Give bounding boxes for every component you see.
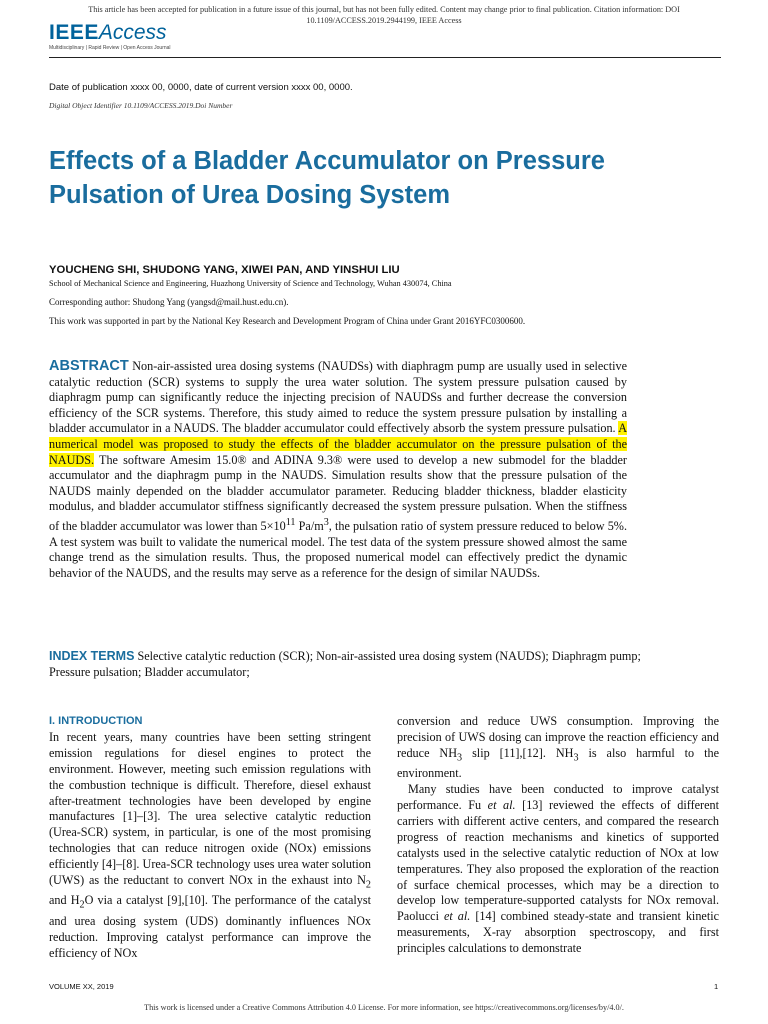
intro-r1-text-a: conversion and reduce UWS consumption. Improving the precision of UWS dosing can improve the reaction efficiency and reduce NH: [397, 714, 719, 760]
abstract-text-2: The software Amesim 15.0® and ADINA 9.3® were used to develop a new submodel for the bladder accumulator and the diaphragm pump in the NAUDS. Simulation results show that the pressure pulsation of the NAUDS mainly depended on the bladder accumulator parameter. Reducing bladder thickness, bladder elasticity modulus, and bladder accumulator stiffness significantly decreased the system pressure pulsation. When the stiffness of the bladder accumulator was lower than 5×10: [49, 452, 627, 533]
intro-r2-etal-1: et al.: [487, 797, 516, 812]
intro-r1-text-b: slip [11],[12]. NH: [462, 745, 574, 760]
intro-p1-text-a: In recent years, many countries have been setting stringent emission regulations for diesel engines to protect the environment. However, meeting such emission regulations with the combustion technique is difficult. Therefore, diesel exhaust after-treatment technologies have been developed by engine manufactures [1]–[3]. The urea selective catalytic reduction (Urea-SCR) system, in particular, is one of the most promising technologies that can reduce nitrogen oxide (NOx) emissions efficiently [4]–[8]. Urea-SCR technology uses urea water solution (UWS) as the reductant to convert NOx in the exhaust into N: [49, 729, 371, 888]
affiliation: School of Mechanical Science and Engineering, Huazhong University of Science and Technology, Wuhan 430074, China: [49, 279, 452, 288]
abstract-sup-exponent: 11: [285, 516, 296, 528]
intro-r2-text-a: Many studies have been conducted to improve catalyst performance. Fu: [397, 782, 719, 812]
abstract-text-1: Non-air-assisted urea dosing systems (NAUDSs) with diaphragm pump are usually used in selective catalytic reduction (SCR) systems to supply the urea water solution. The system pressure pulsation caused by diaphragm pump can significantly reduce the injecting precision of NAUDSs and further decrease the conversion efficiency of the SCR systems. Therefore, this study aimed to reduce the system pressure pulsation by installing a bladder accumulator in a NAUDS. The bladder accumulator could effectively absorb the system pressure pulsation.: [49, 359, 627, 436]
index-terms-heading: INDEX TERMS: [49, 649, 135, 663]
ieee-access-logo: [49, 22, 171, 51]
intro-paragraph-1-cont: [397, 714, 719, 782]
header-rule: [49, 57, 721, 58]
author-list: YOUCHENG SHI, SHUDONG YANG, XIWEI PAN, AND YINSHUI LIU: [49, 264, 400, 276]
logo-wordmark: [49, 22, 171, 44]
abstract-text-3: Pa/m: [295, 519, 324, 533]
abstract-highlighted-sentence: A numerical model was proposed to study the effects of the bladder accumulator on the pressure pulsation of the NAUDS.: [49, 421, 627, 467]
logo-ieee: IEEE: [49, 21, 99, 44]
funding-statement: This work was supported in part by the National Key Research and Development Program of China under Grant 2016YFC0300600.: [49, 316, 526, 326]
intro-p1-sub-2: 2: [79, 899, 85, 911]
left-column: [49, 714, 371, 961]
logo-access: Access: [98, 21, 167, 44]
notice-line-1: This article has been accepted for publication in a future issue of this journal, but has not been fully edited. Content may change prior to final publication. Citation information: DOI: [88, 5, 680, 14]
intro-paragraph-1: [49, 730, 371, 962]
index-terms: [49, 648, 649, 680]
intro-r2-text-c: [14] combined steady-state and transient kinetic measurements, X-ray absorption spectroscopy, and first principles calculations to demonstrate: [397, 909, 720, 956]
abstract-sup-unit: 3: [323, 516, 329, 528]
abstract-text-4: , the pulsation ratio of system pressure reduced to below 5%. A test system was built to validate the numerical model. The test data of the system pressure showed almost the same change trend as the simulation results. Thus, the proposed numerical model can effectively predict the dynamic behavior of the NAUDS, and the results may serve as a reference for the design of similar NAUDSs.: [49, 519, 628, 580]
index-terms-text: Selective catalytic reduction (SCR); Non-air-assisted urea dosing system (NAUDS); Diaphragm pump; Pressure pulsation; Bladder accumulator;: [49, 649, 641, 679]
intro-p1-sub-1: 2: [365, 879, 371, 891]
logo-tagline: Multidisciplinary | Rapid Review | Open Access Journal: [49, 45, 171, 51]
intro-r1-sub-2: 3: [573, 752, 579, 764]
intro-p1-text-b: and H: [49, 893, 80, 908]
doi-line: Digital Object Identifier 10.1109/ACCESS.2019.Doi Number: [49, 101, 233, 110]
intro-p1-text-c: O via a catalyst [9],[10]. The performance of the catalyst and urea dosing system (UDS) dominantly influences NOx reduction. Improving catalyst performance can improve the efficiency of NOx: [49, 893, 371, 960]
corresponding-author: Corresponding author: Shudong Yang (yangsd@mail.hust.edu.cn).: [49, 297, 289, 307]
intro-r2-etal-2: et al.: [443, 909, 471, 924]
intro-r1-sub-1: 3: [457, 752, 463, 764]
volume-footer: VOLUME XX, 2019: [49, 982, 114, 991]
abstract: [49, 359, 627, 581]
section-heading-introduction: I. INTRODUCTION: [49, 715, 143, 727]
intro-paragraph-2: [397, 782, 719, 957]
abstract-heading: ABSTRACT: [49, 358, 129, 374]
publication-date: Date of publication xxxx 00, 0000, date of current version xxxx 00, 0000.: [49, 82, 353, 93]
page-number: 1: [714, 982, 719, 991]
intro-r1-text-c: is also harmful to the environment.: [397, 745, 719, 781]
notice-line-2: 10.1109/ACCESS.2019.2944199, IEEE Access: [306, 16, 462, 25]
right-column: [397, 714, 719, 957]
paper-title: Effects of a Bladder Accumulator on Pressure Pulsation of Urea Dosing System: [49, 147, 605, 209]
intro-r2-text-b: [13] reviewed the effects of different carriers with different active centers, and compared the research progress of reaction mechanisms and kinetics of supported catalysts used in the selective catalytic reduction of NOx at low temperatures. They also proposed the exploration of the reaction of surface chemical processes, which may be a direction to develop low temperature-supported catalysts for NOx removal. Paolucci: [397, 797, 720, 924]
license-notice: This work is licensed under a Creative Commons Attribution 4.0 License. For more information, see https://creativecommons.org/licenses/by/4.0/.: [144, 1003, 624, 1012]
